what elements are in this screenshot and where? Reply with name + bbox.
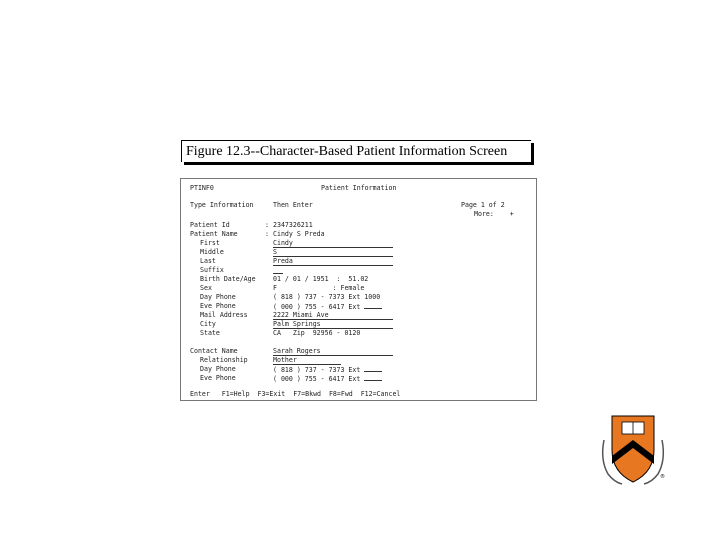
program-id: PTINF0 xyxy=(190,184,214,192)
first-name-label: First xyxy=(200,239,220,247)
page-indicator: Page 1 of 2 xyxy=(461,201,505,209)
last-name-field[interactable]: Preda xyxy=(273,257,393,266)
last-name-label: Last xyxy=(200,257,216,265)
birth-date-label: Birth Date/Age xyxy=(200,275,256,283)
relationship-field[interactable]: Mother xyxy=(273,356,341,365)
patient-id-value: 2347326211 xyxy=(273,221,313,229)
more-indicator: More: + xyxy=(474,210,514,218)
contact-day-ext-field[interactable] xyxy=(364,365,382,372)
terminal-screen xyxy=(180,178,537,401)
contact-eve-phone-field[interactable]: ( 000 ) 755 - 6417 Ext xyxy=(273,375,365,383)
patient-id-label: Patient Id xyxy=(190,221,230,229)
day-phone-field[interactable]: ( 818 ) 737 - 7373 Ext 1000 xyxy=(273,293,381,301)
middle-name-label: Middle xyxy=(200,248,224,256)
state-label: State xyxy=(200,329,220,337)
contact-day-phone-field[interactable]: ( 818 ) 737 - 7373 Ext xyxy=(273,366,365,374)
contact-day-phone-label: Day Phone xyxy=(200,365,236,373)
colon: : xyxy=(265,221,269,229)
suffix-label: Suffix xyxy=(200,266,224,274)
eve-phone-field[interactable]: ( 000 ) 755 - 6417 Ext xyxy=(273,303,365,311)
eve-phone-label: Eve Phone xyxy=(200,302,236,310)
day-phone-label: Day Phone xyxy=(200,293,236,301)
first-name-field[interactable]: Cindy xyxy=(273,239,393,248)
contact-name-field[interactable]: Sarah Rogers xyxy=(273,347,393,356)
patient-name-label: Patient Name xyxy=(190,230,238,238)
contact-eve-ext-field[interactable] xyxy=(364,374,382,381)
city-label: City xyxy=(200,320,216,328)
colon: : xyxy=(265,230,269,238)
state-zip-field[interactable]: CA Zip 92956 - 0120 xyxy=(273,329,361,337)
type-hint: Then Enter xyxy=(273,201,313,209)
function-key-bar: Enter F1=Help F3=Exit F7=Bkwd F8=Fwd F12=Cancel xyxy=(190,390,401,398)
relationship-label: Relationship xyxy=(200,356,248,364)
suffix-field[interactable] xyxy=(273,266,283,274)
contact-name-label: Contact Name xyxy=(190,347,238,355)
mail-address-label: Mail Address xyxy=(200,311,248,319)
svg-text:®: ® xyxy=(660,474,665,480)
type-label: Type Information xyxy=(190,201,254,209)
city-field[interactable]: Palm Springs xyxy=(273,320,393,329)
eve-phone-ext-field[interactable] xyxy=(364,302,382,309)
mail-address-field[interactable]: 2222 Miami Ave xyxy=(273,311,393,320)
screen-heading: Patient Information xyxy=(321,184,397,192)
princeton-shield-logo xyxy=(598,410,668,488)
middle-name-field[interactable]: S xyxy=(273,248,393,257)
birth-date-field[interactable]: 01 / 01 / 1951 : 51.02 xyxy=(273,275,369,283)
figure-title: Figure 12.3--Character-Based Patient Information Screen xyxy=(181,140,531,162)
sex-label: Sex xyxy=(200,284,212,292)
sex-field[interactable]: F : Female xyxy=(273,284,365,292)
contact-eve-phone-label: Eve Phone xyxy=(200,374,236,382)
patient-name-value: Cindy S Preda xyxy=(273,230,325,238)
